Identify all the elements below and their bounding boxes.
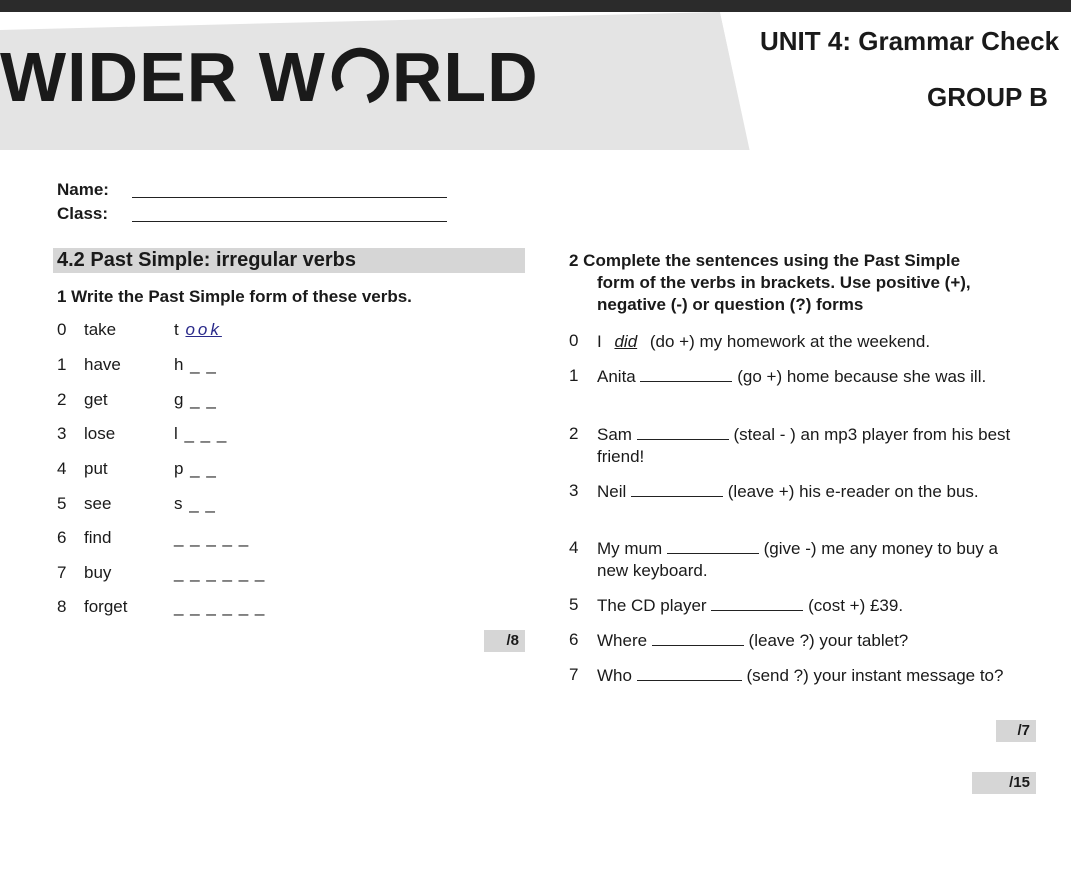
ex2-sentence-end: (go +) home because she was ill. [737,367,987,386]
unit-title: UNIT 4: Grammar Check [760,26,1060,56]
ex2-sentence-example [597,331,1037,353]
ex2-answer-blank[interactable] [667,539,759,554]
name-label: Name: [57,180,109,199]
ex2-instruction-line: form of the verbs in brackets. Use positive (+), [597,273,971,292]
ex1-answer-blank[interactable]: p _ _ [174,459,217,478]
ex1-verb: take [84,320,117,339]
ex2-instruction-line: 2 Complete the sentences using the Past Simple [569,251,961,270]
section-heading: 4.2 Past Simple: irregular verbs [53,248,525,273]
ex1-verb: find [84,528,112,547]
ex1-answer-blank[interactable]: l _ _ _ [174,424,228,443]
ex2-answer-blank[interactable] [637,425,729,440]
ex2-sentence-end: (do +) my homework at the weekend. [649,332,931,351]
top-bar [0,0,1071,12]
ex2-answer-blank[interactable] [711,596,803,611]
ex2-sentence [597,665,1037,687]
name-field[interactable] [57,180,109,200]
ex2-item-num: 1 [569,366,579,385]
ex2-sentence-end: (steal - ) an mp3 player from his best friend! [597,425,1011,466]
ex2-sentence [597,481,1007,503]
ex2-sentence-end: (leave +) his e-reader on the bus. [727,482,979,501]
ex1-answer-example [174,320,222,340]
class-label: Class: [57,204,109,223]
ex2-example-answer: did [614,332,638,351]
ex2-item-num: 4 [569,538,579,557]
ex2-sentence-start: My mum [597,539,663,558]
ex2-item-num: 6 [569,630,579,649]
ex1-verb: buy [84,563,112,582]
ex2-sentence-start: Neil [597,482,627,501]
ex1-verb: have [84,355,121,374]
ex1-verb: put [84,459,108,478]
ex2-sentence-start: I [597,332,602,351]
ex2-sentence-end: (give -) me any money to buy a new keyboard. [597,539,998,580]
logo-o-ring-icon [328,45,390,107]
ex1-answer-blank[interactable]: g _ _ [174,390,217,409]
ex1-first-letter: t [174,320,180,339]
ex2-sentence-start: Sam [597,425,632,444]
ex1-answer-blank[interactable]: _ _ _ _ _ _ [174,563,266,582]
ex2-item-num: 7 [569,665,579,684]
ex2-answer-blank[interactable] [640,367,732,382]
ex2-answer-blank[interactable] [631,482,723,497]
ex2-sentence [597,538,1017,582]
ex1-item-num: 6 [57,528,67,547]
ex1-item-num: 5 [57,494,67,513]
ex2-item-num: 3 [569,481,579,500]
ex1-answer-blank[interactable]: h _ _ [174,355,217,374]
ex2-instruction-line: negative (-) or question (?) forms [597,295,864,314]
ex2-item-num: 0 [569,331,579,350]
ex1-answer-blank[interactable]: _ _ _ _ _ [174,528,250,547]
group-title: GROUP B [927,82,1048,112]
ex1-answer-blank[interactable]: s _ _ [174,494,216,513]
ex2-sentence-end: (cost +) £39. [808,596,904,615]
ex1-score-box: /8 [484,630,525,652]
ex1-item-num: 7 [57,563,67,582]
ex1-verb: forget [84,597,128,616]
ex1-item-num: 8 [57,597,67,616]
ex2-sentence-start: Where [597,631,648,650]
ex1-item-num: 3 [57,424,67,443]
ex2-answer-blank[interactable] [637,666,742,681]
ex2-sentence [597,595,1037,617]
ex2-sentence-end: (leave ?) your tablet? [748,631,909,650]
wider-world-logo [0,38,539,116]
ex2-item-num: 2 [569,424,579,443]
ex1-item-num: 4 [57,459,67,478]
ex1-item-num: 1 [57,355,67,374]
total-score-box: /15 [972,772,1036,794]
ex1-verb: see [84,494,112,513]
ex1-answer-blank[interactable]: _ _ _ _ _ _ [174,597,266,616]
ex2-sentence-start: Who [597,666,632,685]
ex2-item-num: 5 [569,595,579,614]
ex1-verb: lose [84,424,116,443]
ex2-sentence-end: (send ?) your instant message to? [746,666,1004,685]
ex1-item-num: 2 [57,390,67,409]
ex2-sentence-start: Anita [597,367,636,386]
ex2-sentence [597,630,1037,652]
name-line[interactable] [132,197,447,198]
ex2-sentence-start: The CD player [597,596,707,615]
ex2-sentence [597,424,1037,468]
ex2-sentence [597,366,1027,388]
logo-text-end: RLD [391,38,539,116]
ex2-answer-blank[interactable] [652,631,744,646]
ex2-score-box: /7 [996,720,1036,742]
class-field[interactable] [57,204,108,224]
class-line[interactable] [132,221,447,222]
ex1-instruction: 1 Write the Past Simple form of these verbs. [57,287,412,306]
ex1-example-answer: ook [185,320,222,339]
ex2-instruction [569,250,1049,316]
ex1-item-num: 0 [57,320,67,339]
ex1-verb: get [84,390,108,409]
logo-text-start: WIDER W [0,38,326,116]
